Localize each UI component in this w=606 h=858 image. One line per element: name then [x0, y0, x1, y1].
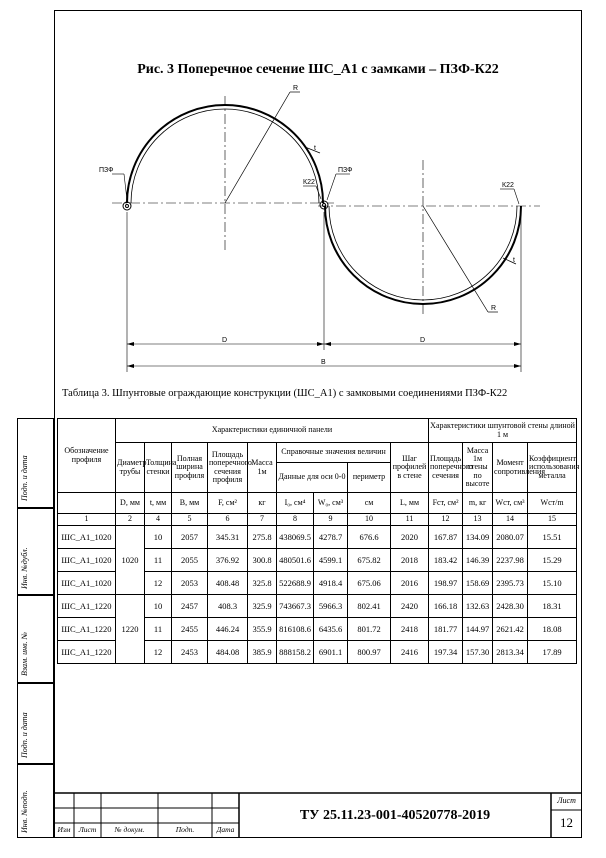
unit-cell: D, мм: [116, 493, 145, 514]
table-row: ШС_А1_1220 12 2453 484.08 385.9 888158.2 6901.1 800.97 2416 197.34 157.30 2813.34 17.89: [58, 641, 577, 664]
header-thickness: Толщина стенки: [145, 443, 172, 493]
unit-cell: m, кг: [463, 493, 493, 514]
col-number: 2: [116, 514, 145, 526]
title-block: [54, 793, 582, 838]
col-number: 12: [429, 514, 463, 526]
side-cell-orig-inv: Инв. №подп.: [17, 764, 54, 838]
table-row: ШС_А1_1220 1220 10 2457 408.3 325.9 743667.3 5966.3 802.41 2420 166.18 132.63 2428.30 18.31: [58, 595, 577, 618]
col-number: 1: [58, 514, 116, 526]
table-caption: Таблица 3. Шпунтовые ограждающие конструкции (ШС_А1) с замковыми соединениями ПЗФ-К22: [62, 388, 508, 399]
col-number: 9: [314, 514, 348, 526]
header-width: Полная ширина профиля: [172, 443, 208, 493]
stamp-col-sign: Подп.: [175, 825, 195, 834]
header-mass: Масса 1м: [248, 443, 277, 493]
lock-label-k22-mid: К22: [303, 179, 315, 186]
spec-table: [57, 418, 580, 664]
side-cell-sign-date-1: Подп. и дата: [17, 418, 54, 508]
sheet-number: 12: [560, 815, 573, 830]
header-group-wall: Характеристики шпунтовой стены длиной 1 м: [429, 419, 577, 443]
header-group-unit: Характеристики единичной панели: [116, 419, 429, 443]
lock-label-pzf-left: ПЗФ: [99, 167, 114, 174]
col-number: 11: [391, 514, 429, 526]
radius-label-left: R: [293, 85, 299, 92]
col-number: 4: [145, 514, 172, 526]
header-wall-mass: Масса 1м стены по высоте: [463, 443, 493, 493]
stamp-col-doc: № докум.: [114, 825, 145, 834]
unit-cell: Fст, см²: [429, 493, 463, 514]
figure-title: Рис. 3 Поперечное сечение ШС_А1 с замками – ПЗФ-К22: [137, 62, 499, 77]
header-area: Площадь поперечного сечения профиля: [208, 443, 248, 493]
col-number: 5: [172, 514, 208, 526]
col-number: 15: [528, 514, 577, 526]
document-code: ТУ 25.11.23-001-40520778-2019: [299, 808, 491, 823]
unit-cell: t, мм: [145, 493, 172, 514]
side-cell-replace-inv: Взам. инв. №: [17, 595, 54, 683]
table-row: ШС_А1_1020 1020 10 2057 345.31 275.8 438069.5 4278.7 676.6 2020 167.87 134.09 2080.07 15.51: [58, 526, 577, 549]
unit-cell: L, мм: [391, 493, 429, 514]
unit-cell: Wст, см³: [493, 493, 528, 514]
unit-cell: кг: [248, 493, 277, 514]
dim-label-b: B: [321, 359, 326, 366]
cross-section-drawing: [0, 0, 606, 385]
unit-cell: I₀, см⁴: [277, 493, 314, 514]
header-group-ref: Справочные значения величин: [277, 443, 391, 463]
dim-label-d-right: D: [420, 337, 426, 344]
header-wall-modulus: Момент сопротивления: [493, 443, 528, 493]
lock-label-k22-right: К22: [502, 182, 514, 189]
col-number: 14: [493, 514, 528, 526]
table-row: ШС_А1_1020 12 2053 408.48 325.8 522688.9 4918.4 675.06 2016 198.97 158.69 2395.73 15.10: [58, 572, 577, 595]
unit-cell: Wст/m: [528, 493, 577, 514]
header-coefficient: Коэффициент использования металла: [528, 443, 577, 493]
col-number: 7: [248, 514, 277, 526]
col-number: 6: [208, 514, 248, 526]
lock-label-pzf-mid: ПЗФ: [338, 167, 353, 174]
unit-cell: см: [348, 493, 391, 514]
table-row: ШС_А1_1020 11 2055 376.92 300.8 480501.6 4599.1 675.82 2018 183.42 146.39 2237.98 15.29: [58, 549, 577, 572]
stamp-col-change: Изм: [57, 825, 71, 834]
header-axis: Данные для оси 0-0: [277, 463, 348, 493]
sheet-label: Лист: [557, 796, 576, 805]
unit-cell: B, мм: [172, 493, 208, 514]
stamp-col-sheet: Лист: [78, 825, 97, 834]
header-wall-area: Площадь поперечного сечения: [429, 443, 463, 493]
table-row: ШС_А1_1220 11 2455 446.24 355.9 816108.6 6435.6 801.72 2418 181.77 144.97 2621.42 18.08: [58, 618, 577, 641]
side-cell-sign-date-2: Подп. и дата: [17, 683, 54, 764]
unit-cell: F, см²: [208, 493, 248, 514]
diameter-cell: 1020: [116, 526, 145, 595]
col-number: 13: [463, 514, 493, 526]
header-perimeter: периметр: [348, 463, 391, 493]
unit-cell: W₀, см³: [314, 493, 348, 514]
side-cell-dup-inv: Инв. №дубл.: [17, 508, 54, 595]
col-number: 10: [348, 514, 391, 526]
thickness-label-right: t: [513, 257, 515, 264]
lock-mid-icon: [320, 201, 328, 209]
header-diameter: Диаметр трубы: [116, 443, 145, 493]
diameter-cell: 1220: [116, 595, 145, 664]
dim-label-d-left: D: [222, 337, 228, 344]
radius-label-right: R: [491, 305, 497, 312]
stamp-col-date: Дата: [216, 825, 235, 834]
col-number: 8: [277, 514, 314, 526]
header-step: Шаг профилей в стене: [391, 443, 429, 493]
thickness-label-left: t: [314, 145, 316, 152]
header-name: Обозначение профиля: [58, 419, 116, 493]
